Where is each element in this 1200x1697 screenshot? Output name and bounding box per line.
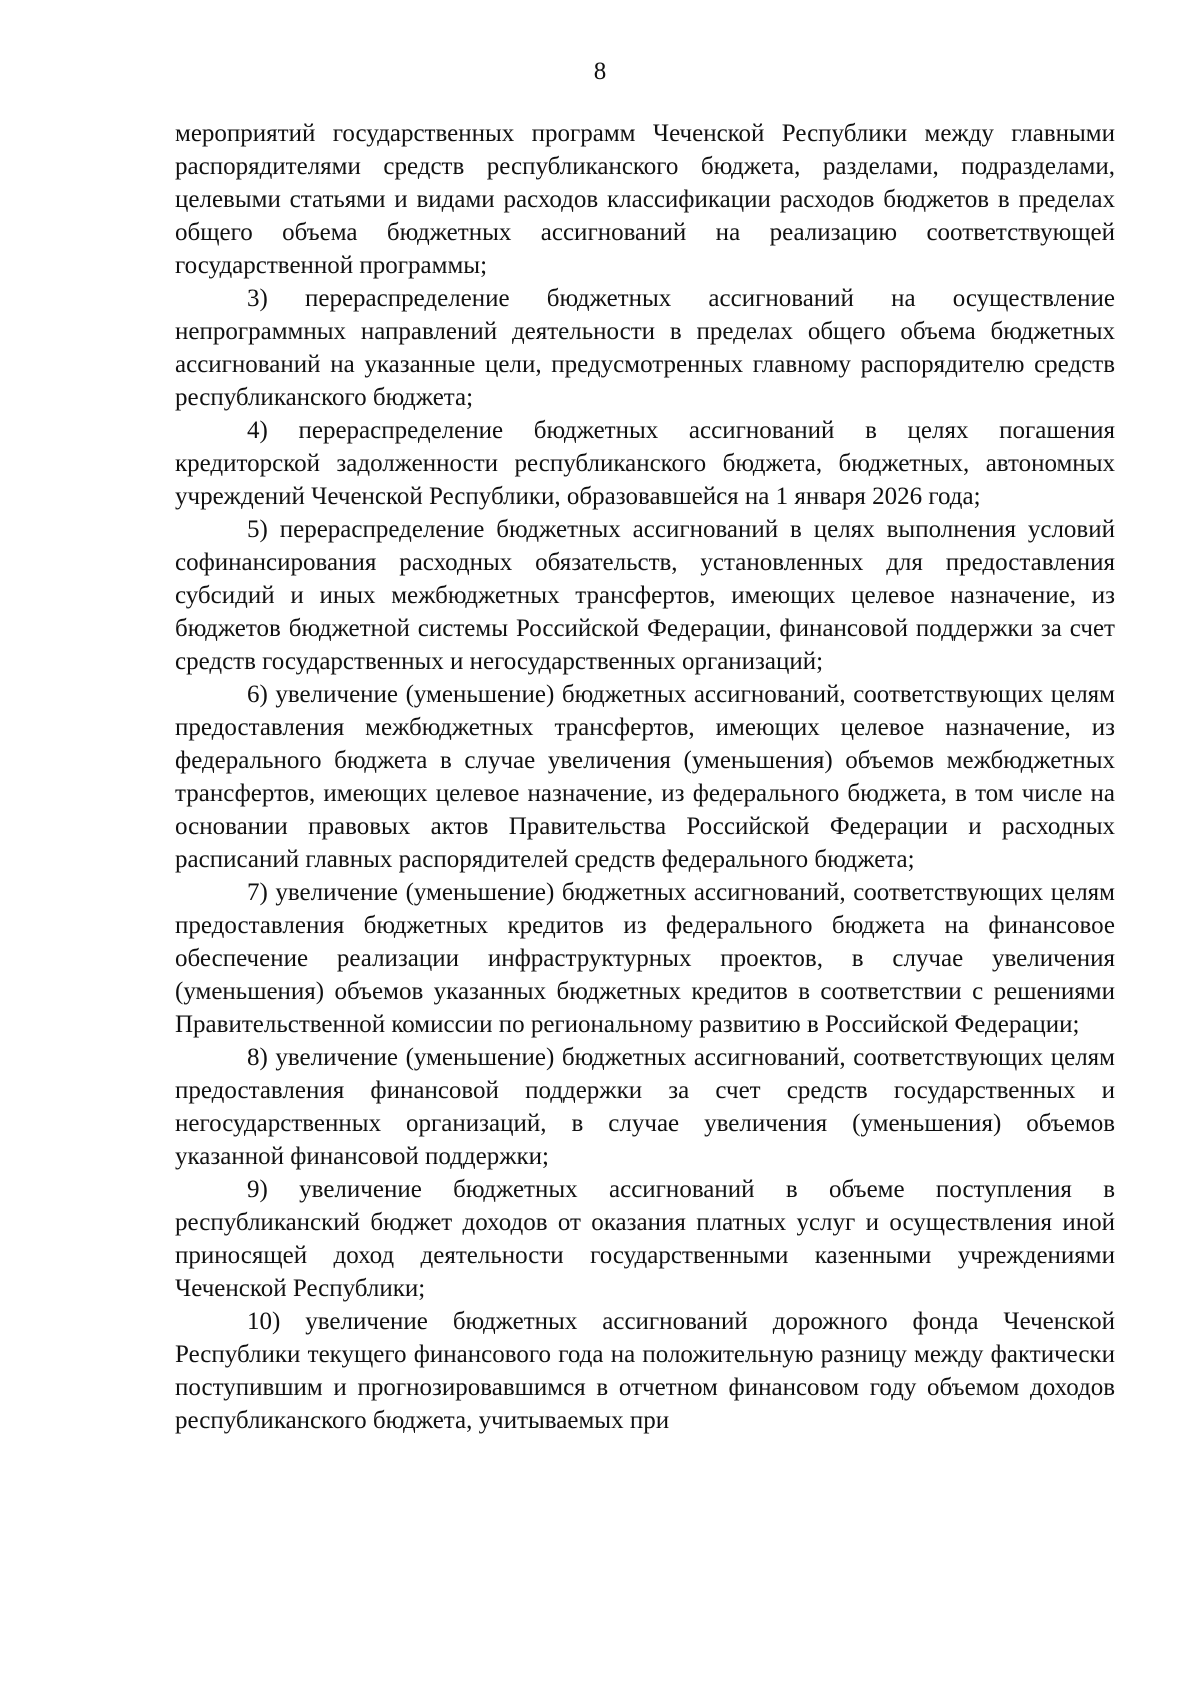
- paragraph-item-5: 5) перераспределение бюджетных ассигнований в целях выполнения условий софинансирования расходных обязательств, установленных для предоставления субсидий и иных межбюджетных трансфертов, имеющих целевое назначение, из бюджетов бюджетной системы Российской Федерации, финансовой поддержки за счет средств государственных и негосударственных организаций;: [175, 516, 1115, 675]
- paragraph-item-6: 6) увеличение (уменьшение) бюджетных ассигнований, соответствующих целям предоставления межбюджетных трансфертов, имеющих целевое назначение, из федерального бюджета в случае увеличения (уменьшения) объемов межбюджетных трансфертов, имеющих целевое назначение, из федерального бюджета, в том числе на основании правовых актов Правительства Российской Федерации и расходных расписаний главных распорядителей средств федерального бюджета;: [175, 681, 1115, 873]
- paragraph-item-8: 8) увеличение (уменьшение) бюджетных ассигнований, соответствующих целям предоставления финансовой поддержки за счет средств государственных и негосударственных организаций, в случае увеличения (уменьшения) объемов указанной финансовой поддержки;: [175, 1044, 1115, 1170]
- paragraph-item-10: 10) увеличение бюджетных ассигнований дорожного фонда Чеченской Республики текущего финансового года на положительную разницу между фактически поступившим и прогнозировавшимся в отчетном финансовом году объемом доходов республиканского бюджета, учитываемых при: [175, 1308, 1115, 1434]
- paragraph-continuation: мероприятий государственных программ Чеченской Республики между главными распорядителями средств республиканского бюджета, разделами, подразделами, целевыми статьями и видами расходов классификации расходов бюджетов в пределах общего объема бюджетных ассигнований на реализацию соответствующей государственной программы;: [175, 120, 1115, 279]
- document-body: [175, 117, 1115, 1437]
- page-number: 8: [593, 58, 607, 85]
- paragraph-item-4: 4) перераспределение бюджетных ассигнований в целях погашения кредиторской задолженности республиканского бюджета, бюджетных, автономных учреждений Чеченской Республики, образовавшейся на 1 января 2026 года;: [175, 417, 1115, 510]
- paragraph-item-7: 7) увеличение (уменьшение) бюджетных ассигнований, соответствующих целям предоставления бюджетных кредитов из федерального бюджета на финансовое обеспечение реализации инфраструктурных проектов, в случае увеличения (уменьшения) объемов указанных бюджетных кредитов в соответствии с решениями Правительственной комиссии по региональному развитию в Российской Федерации;: [175, 879, 1115, 1038]
- paragraph-item-3: 3) перераспределение бюджетных ассигнований на осуществление непрограммных направлений деятельности в пределах общего объема бюджетных ассигнований на указанные цели, предусмотренных главному распорядителю средств республиканского бюджета;: [175, 285, 1115, 411]
- paragraph-item-9: 9) увеличение бюджетных ассигнований в объеме поступления в республиканский бюджет доходов от оказания платных услуг и осуществления иной приносящей доход деятельности государственными казенными учреждениями Чеченской Республики;: [175, 1176, 1115, 1302]
